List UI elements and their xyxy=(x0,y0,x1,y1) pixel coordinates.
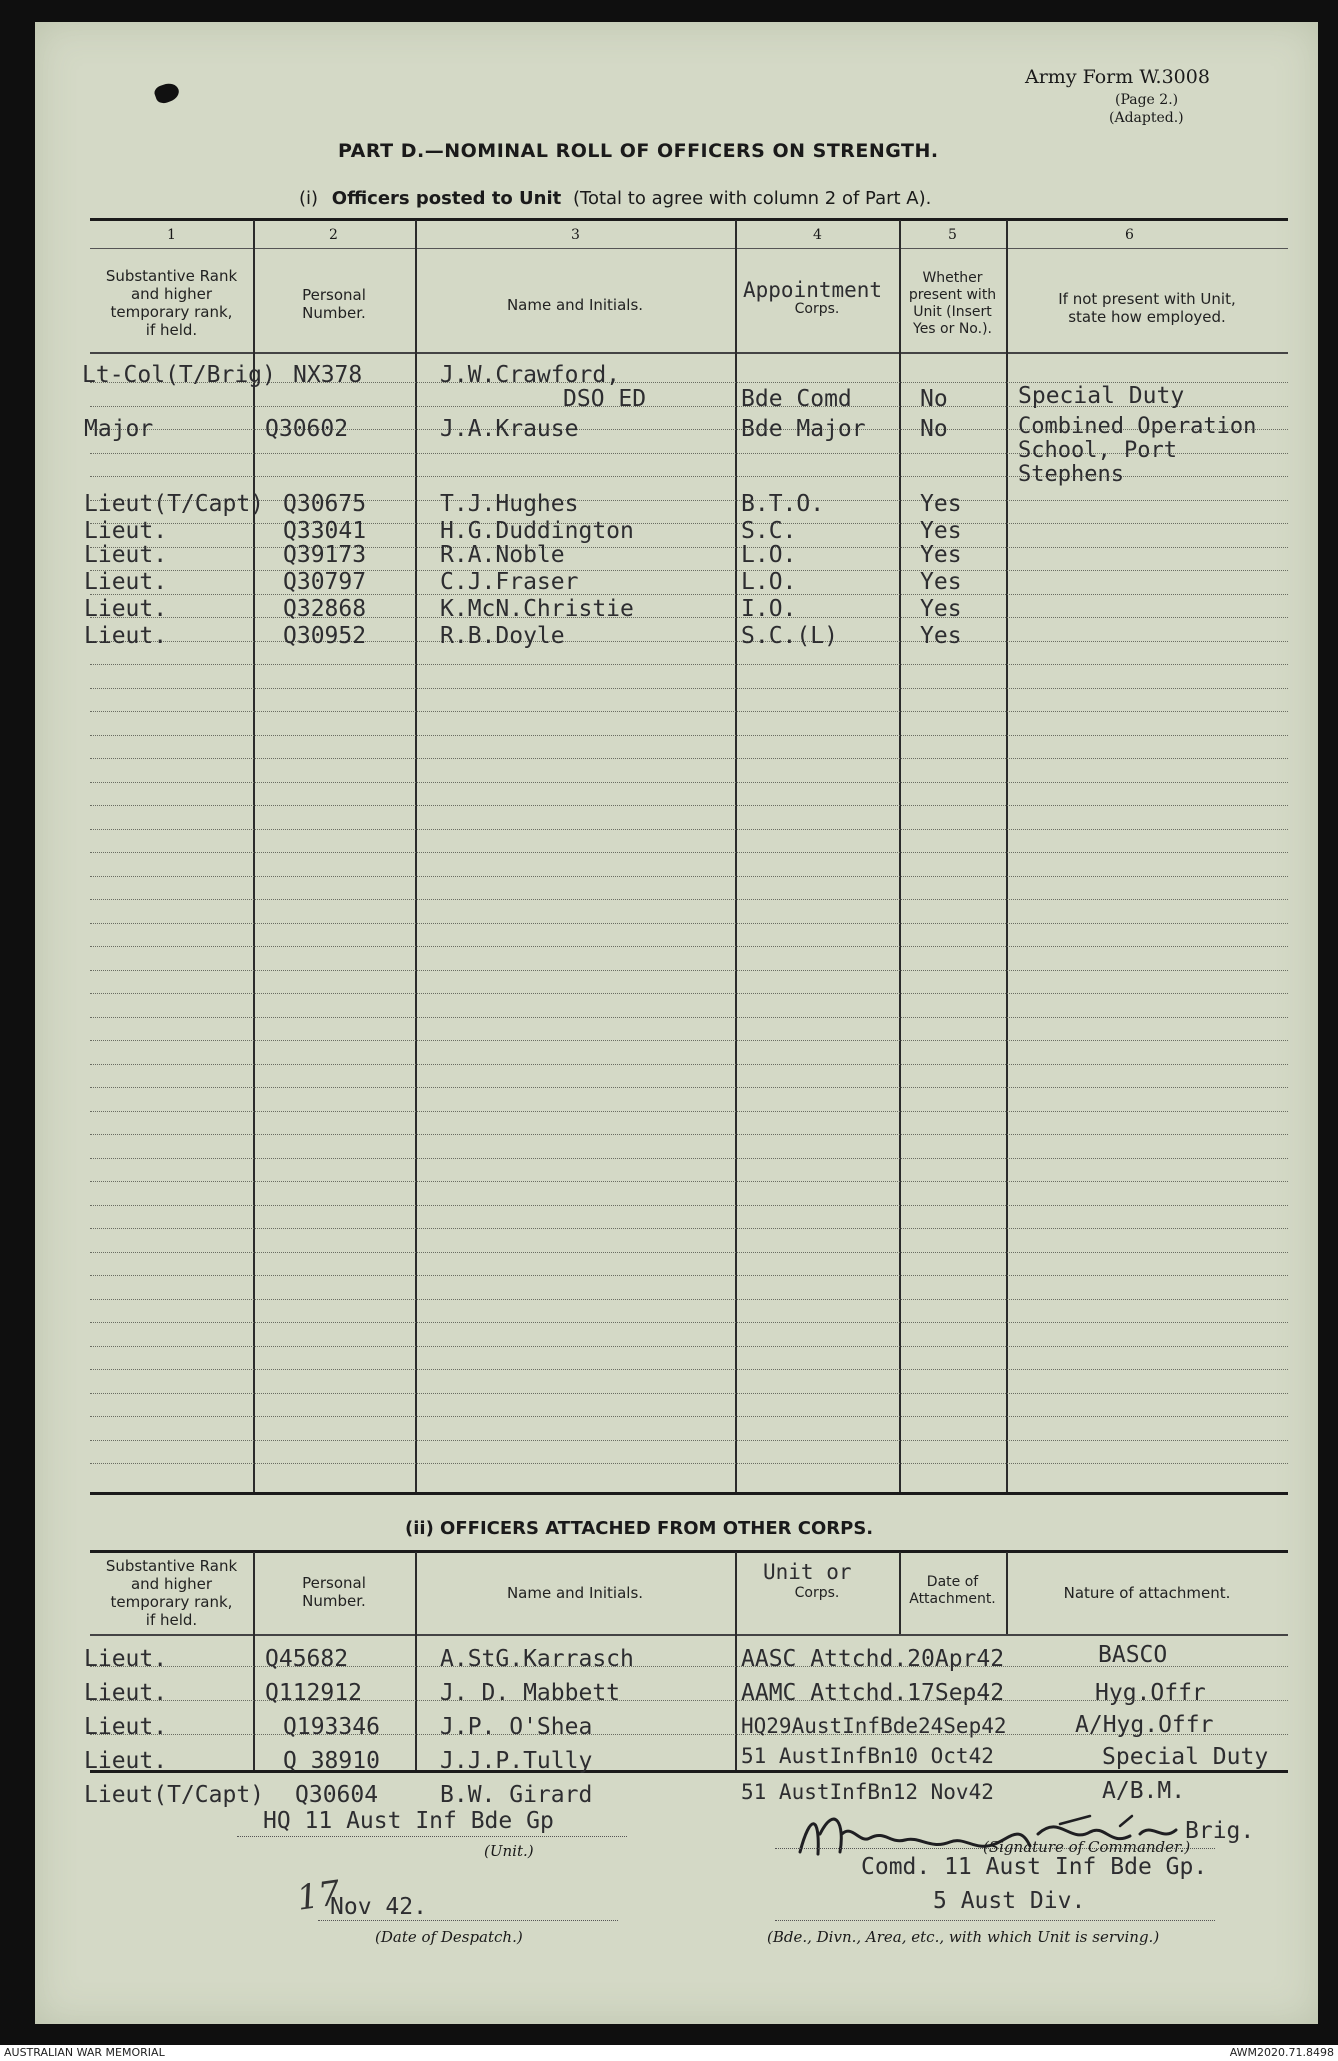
posted-name: R.A.Noble xyxy=(440,542,565,568)
header-ii-rank xyxy=(90,1557,253,1629)
posted-name: C.J.Fraser xyxy=(440,569,579,595)
header-number-line: Personal xyxy=(302,286,366,304)
posted-rank: Lieut. xyxy=(84,569,168,595)
header-ii-number-line: Personal xyxy=(302,1574,366,1592)
attached-number: Q112912 xyxy=(265,1680,362,1706)
form-page: (Page 2.) xyxy=(1115,92,1179,108)
dotted-rule xyxy=(90,570,1288,571)
section-i-bold: Officers posted to Unit xyxy=(331,188,562,209)
dotted-rule xyxy=(90,1087,1288,1088)
table-top-border xyxy=(90,218,1288,221)
form-number: Army Form W.3008 xyxy=(1025,66,1210,88)
dotted-rule xyxy=(90,711,1288,712)
header-rank xyxy=(90,267,253,339)
dotted-rule xyxy=(90,1158,1288,1159)
dotted-rule xyxy=(90,876,1288,877)
unit-typed: HQ 11 Aust Inf Bde Gp xyxy=(263,1808,554,1834)
header-ii-rank-line: Substantive Rank xyxy=(105,1557,238,1575)
dotted-rule xyxy=(90,829,1288,830)
header-number-line: Number. xyxy=(302,304,366,322)
col-divider-1 xyxy=(253,220,255,1492)
dotted-rule xyxy=(90,594,1288,595)
header-employed xyxy=(1006,290,1288,326)
posted-name: K.McN.Christie xyxy=(440,596,634,622)
unit-dotted-line xyxy=(237,1836,627,1837)
archive-footer xyxy=(0,2045,1338,2061)
header-rank-line: if held. xyxy=(145,321,198,339)
posted-present: No xyxy=(920,386,948,412)
header-ii-unit-typed: Unit or xyxy=(763,1560,852,1584)
header-rank-line: and higher xyxy=(130,285,213,303)
section-i-note: (Total to agree with column 2 of Part A). xyxy=(573,188,932,209)
posted-corps: Bde Comd xyxy=(741,386,852,412)
attached-name: J.J.P.Tully xyxy=(440,1748,593,1774)
dotted-rule xyxy=(90,617,1288,618)
dotted-rule xyxy=(90,1346,1288,1347)
header-ii-number-line: Number. xyxy=(302,1592,366,1610)
posted-name: J.W.Crawford, xyxy=(440,362,621,388)
posted-present: No xyxy=(920,416,948,442)
date-label: (Date of Despatch.) xyxy=(375,1928,523,1946)
attached-rank: Lieut(T/Capt) xyxy=(84,1782,265,1808)
dotted-rule xyxy=(90,1440,1288,1441)
posted-name: T.J.Hughes xyxy=(440,491,579,517)
attached-number: Q45682 xyxy=(265,1646,349,1672)
part-title: PART D.—NOMINAL ROLL OF OFFICERS ON STRENGTH. xyxy=(338,140,939,162)
date-handwritten: 17 xyxy=(294,1873,343,1919)
division-typed: 5 Aust Div. xyxy=(933,1888,1086,1914)
dotted-rule xyxy=(90,946,1288,947)
posted-name: J.A.Krause xyxy=(440,416,579,442)
posted-present: Yes xyxy=(920,569,962,595)
commander-comd-typed: Comd. 11 Aust Inf Bde Gp. xyxy=(861,1854,1208,1880)
colnum-3: 3 xyxy=(571,227,580,243)
header-present xyxy=(899,270,1006,338)
posted-corps: I.O. xyxy=(741,596,797,622)
posted-number: Q39173 xyxy=(283,542,367,568)
posted-number: Q33041 xyxy=(283,518,367,544)
posted-number: Q30797 xyxy=(283,569,367,595)
unit-label: (Unit.) xyxy=(484,1842,534,1860)
section-i-number: (i) xyxy=(299,188,319,209)
posted-rank: Lieut. xyxy=(84,596,168,622)
posted-corps: S.C. xyxy=(741,518,797,544)
dotted-rule xyxy=(90,1228,1288,1229)
attached-corps-date: HQ29AustInfBde24Sep42 xyxy=(741,1714,1007,1738)
attached-name: B.W. Girard xyxy=(440,1782,593,1808)
dotted-rule xyxy=(90,993,1288,994)
posted-rank: Lieut(T/Capt) xyxy=(84,491,265,517)
header-name: Name and Initials. xyxy=(506,296,644,314)
header-present-line: Whether xyxy=(922,270,983,286)
header-ii-rank-line: temporary rank, xyxy=(110,1593,233,1611)
header-employed-line: If not present with Unit, xyxy=(1058,290,1236,308)
posted-employed: Combined Operation xyxy=(1018,414,1257,439)
attached-number: Q30604 xyxy=(295,1782,379,1808)
dotted-rule xyxy=(90,500,1288,501)
dotted-rule xyxy=(90,1275,1288,1276)
attached-corps-date: 51 AustInfBn12 Nov42 xyxy=(741,1780,994,1804)
header-present-line: Yes or No.). xyxy=(913,321,992,337)
posted-number: Q32868 xyxy=(283,596,367,622)
date-typed: Nov 42. xyxy=(330,1894,427,1920)
posted-name: H.G.Duddington xyxy=(440,518,634,544)
dotted-rule xyxy=(90,547,1288,548)
dotted-rule xyxy=(90,1393,1288,1394)
posted-rank: Lieut. xyxy=(84,518,168,544)
attached-corps-date: AAMC Attchd.17Sep42 xyxy=(741,1680,1005,1706)
header-present-line: present with xyxy=(908,287,997,303)
posted-present: Yes xyxy=(920,542,962,568)
posted-number: Q30952 xyxy=(283,623,367,649)
attached-corps-date: 51 AustInfBn10 Oct42 xyxy=(741,1744,994,1768)
commander-rank-typed: Brig. xyxy=(1185,1818,1255,1844)
posted-rank: Major xyxy=(84,416,154,442)
attached-nature: A/Hyg.Offr xyxy=(1075,1712,1214,1738)
attached-rank: Lieut. xyxy=(84,1748,168,1774)
table-ii-bottom xyxy=(90,1770,1288,1773)
col-divider-2 xyxy=(415,220,417,1492)
dotted-rule xyxy=(90,899,1288,900)
table-i-bottom xyxy=(90,1492,1288,1495)
header-ii-rank-line: if held. xyxy=(145,1611,198,1629)
dotted-rule xyxy=(90,735,1288,736)
header-rank-line: Substantive Rank xyxy=(105,267,238,285)
col-divider-3 xyxy=(735,220,737,1492)
posted-rank: Lieut. xyxy=(84,542,168,568)
posted-corps: B.T.O. xyxy=(741,491,825,517)
attached-rank: Lieut. xyxy=(84,1646,168,1672)
dotted-rule xyxy=(90,1322,1288,1323)
dotted-rule xyxy=(90,970,1288,971)
dotted-rule xyxy=(90,523,1288,524)
posted-corps: Bde Major xyxy=(741,416,866,442)
posted-present: Yes xyxy=(920,518,962,544)
header-employed-line: state how employed. xyxy=(1068,308,1226,326)
header-ii-rank-line: and higher xyxy=(130,1575,213,1593)
header-ii-date-line: Attachment. xyxy=(909,1591,996,1607)
ink-blot xyxy=(153,80,182,105)
posted-number: Q30675 xyxy=(283,491,367,517)
date-dotted-line xyxy=(318,1920,618,1921)
header-rank-line: temporary rank, xyxy=(110,303,233,321)
table-ii-top xyxy=(90,1550,1288,1553)
header-corps: Corps. xyxy=(794,301,840,317)
col-divider-4 xyxy=(899,220,901,1492)
colnum-4: 4 xyxy=(813,227,822,243)
col-divider-5 xyxy=(1006,220,1008,1492)
attached-name: J. D. Mabbett xyxy=(440,1680,621,1706)
dotted-rule xyxy=(90,1299,1288,1300)
dotted-rule xyxy=(90,805,1288,806)
header-ii-name: Name and Initials. xyxy=(506,1584,644,1602)
posted-rank: Lt-Col(T/Brig) xyxy=(82,362,276,388)
colnum-1: 1 xyxy=(167,227,176,243)
attached-number: Q 38910 xyxy=(283,1748,380,1774)
dotted-rule xyxy=(90,1205,1288,1206)
colnum-divider xyxy=(90,248,1288,249)
signature-label: (Signature of Commander.) xyxy=(983,1838,1191,1856)
posted-name-honours: DSO ED xyxy=(563,386,647,412)
attached-nature: A/B.M. xyxy=(1102,1778,1186,1804)
archive-institution: AUSTRALIAN WAR MEMORIAL xyxy=(4,2046,165,2059)
attached-name: A.StG.Karrasch xyxy=(440,1646,634,1672)
dotted-rule xyxy=(90,688,1288,689)
dotted-rule xyxy=(90,641,1288,642)
posted-name: R.B.Doyle xyxy=(440,623,565,649)
archive-accession: AWM2020.71.8498 xyxy=(1229,2046,1334,2059)
posted-corps: L.O. xyxy=(741,569,797,595)
colnum-5: 5 xyxy=(948,227,957,243)
posted-corps: L.O. xyxy=(741,542,797,568)
attached-nature: Hyg.Offr xyxy=(1095,1680,1206,1706)
header-ii-corps: Corps. xyxy=(794,1585,840,1601)
posted-present: Yes xyxy=(920,491,962,517)
dotted-rule xyxy=(90,1416,1288,1417)
posted-rank: Lieut. xyxy=(84,623,168,649)
posted-employed-line2: School, Port xyxy=(1018,438,1177,463)
colnum-6: 6 xyxy=(1125,227,1134,243)
dotted-rule xyxy=(90,782,1288,783)
header-appointment-typed: Appointment xyxy=(743,278,883,302)
posted-employed-line3: Stephens xyxy=(1018,462,1124,487)
dotted-rule xyxy=(90,923,1288,924)
form-sheet xyxy=(35,22,1318,2024)
section-ii-heading: (ii) OFFICERS ATTACHED FROM OTHER CORPS. xyxy=(405,1518,874,1539)
table-ii-header-divider xyxy=(90,1634,1288,1636)
attached-rank: Lieut. xyxy=(84,1680,168,1706)
colnum-2: 2 xyxy=(329,227,338,243)
attached-nature: BASCO xyxy=(1098,1642,1168,1668)
attached-number: Q193346 xyxy=(283,1714,380,1740)
dotted-rule xyxy=(90,1463,1288,1464)
posted-number: Q30602 xyxy=(265,416,349,442)
header-ii-date xyxy=(899,1574,1006,1608)
division-label: (Bde., Divn., Area, etc., with which Unit is serving.) xyxy=(767,1928,1160,1946)
posted-employed: Special Duty xyxy=(1018,383,1185,409)
attached-corps-date: AASC Attchd.20Apr42 xyxy=(741,1646,1005,1672)
posted-corps: S.C.(L) xyxy=(741,623,838,649)
dotted-rule xyxy=(90,1369,1288,1370)
dotted-rule xyxy=(90,1111,1288,1112)
attached-rank: Lieut. xyxy=(84,1714,168,1740)
posted-number: NX378 xyxy=(293,362,363,388)
dotted-rule xyxy=(90,1134,1288,1135)
header-ii-date-line: Date of xyxy=(926,1574,979,1590)
header-ii-nature: Nature of attachment. xyxy=(1063,1584,1231,1602)
dotted-rule xyxy=(90,664,1288,665)
division-dotted-line xyxy=(775,1920,1215,1921)
dotted-rule xyxy=(90,1017,1288,1018)
dotted-rule xyxy=(90,1181,1288,1182)
dotted-rule xyxy=(90,1040,1288,1041)
section-i-heading xyxy=(299,188,931,209)
dotted-rule xyxy=(90,758,1288,759)
header-ii-number xyxy=(253,1574,415,1610)
attached-name: J.P. O'Shea xyxy=(440,1714,593,1740)
form-adapted: (Adapted.) xyxy=(1109,110,1184,126)
posted-present: Yes xyxy=(920,623,962,649)
header-personal-number xyxy=(253,286,415,322)
dotted-rule xyxy=(90,1064,1288,1065)
attached-nature: Special Duty xyxy=(1102,1744,1269,1770)
dotted-rule xyxy=(90,1252,1288,1253)
header-present-line: Unit (Insert xyxy=(913,304,992,320)
dotted-rule xyxy=(90,852,1288,853)
header-divider xyxy=(90,352,1288,354)
posted-present: Yes xyxy=(920,596,962,622)
